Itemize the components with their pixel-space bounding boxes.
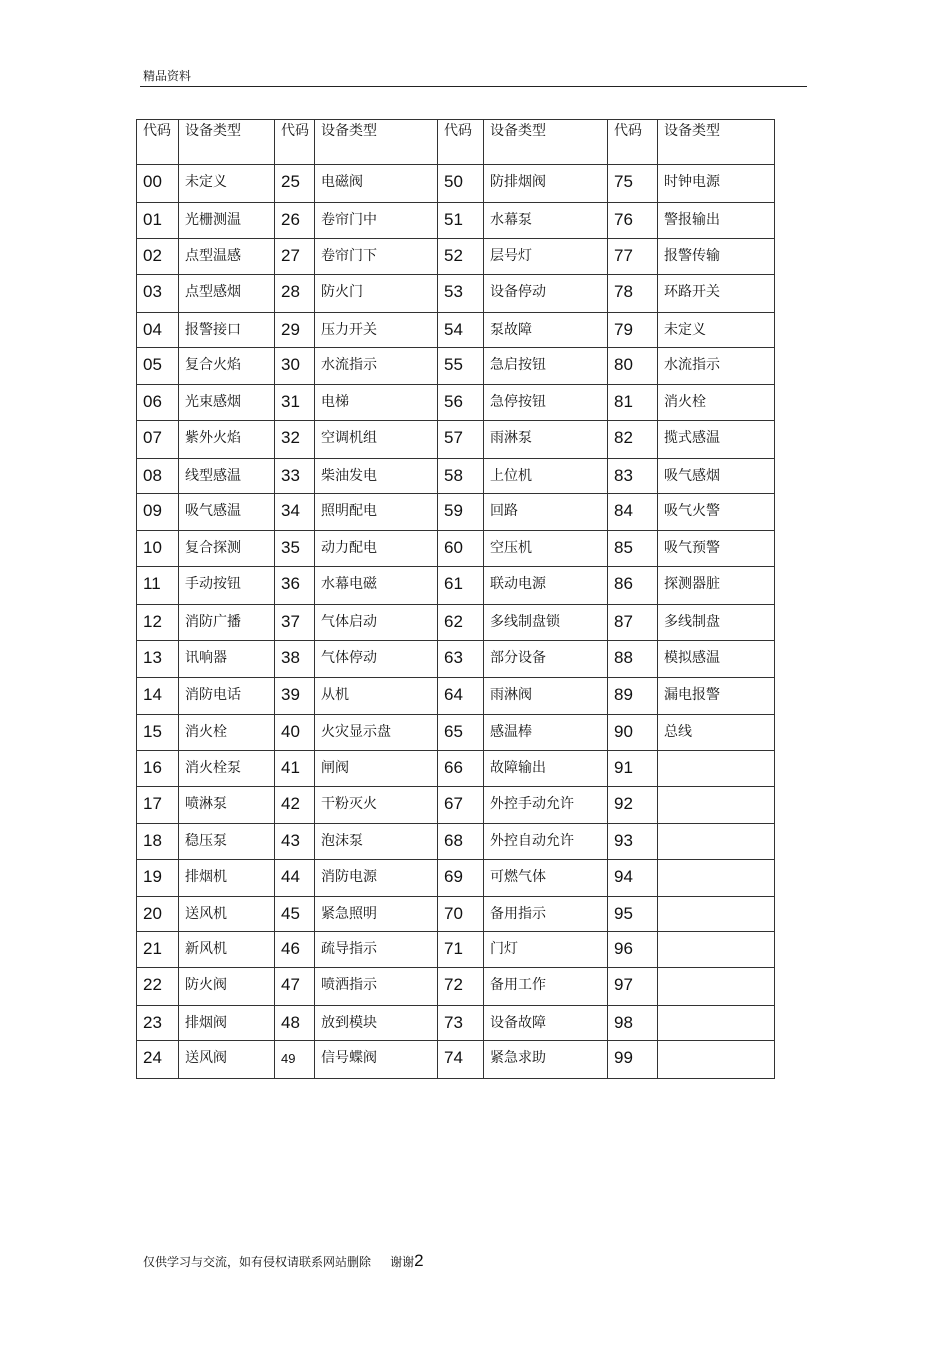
- device-type-cell: 未定义: [658, 313, 775, 348]
- code-cell: 49: [275, 1041, 315, 1079]
- device-type-cell: 疏导指示: [315, 932, 438, 968]
- table-header-row: [137, 120, 775, 165]
- table-row: [137, 239, 775, 275]
- device-type-cell: 感温棒: [484, 715, 608, 751]
- device-type-cell: 消火栓: [179, 715, 275, 751]
- device-type-cell: 备用工作: [484, 968, 608, 1006]
- device-type-cell: 喷淋泵: [179, 787, 275, 824]
- device-type-cell: [658, 860, 775, 897]
- device-type-cell: 多线制盘: [658, 605, 775, 641]
- device-type-cell: 防排烟阀: [484, 165, 608, 203]
- device-type-cell: 动力配电: [315, 531, 438, 567]
- table-row: [137, 787, 775, 824]
- device-type-cell: 设备故障: [484, 1006, 608, 1041]
- code-cell: 79: [608, 313, 658, 348]
- code-cell: 43: [275, 824, 315, 860]
- table-row: [137, 385, 775, 421]
- code-cell: 58: [438, 459, 484, 494]
- code-cell: 99: [608, 1041, 658, 1079]
- code-cell: 70: [438, 897, 484, 932]
- device-type-cell: 复合火焰: [179, 348, 275, 385]
- table-row: [137, 459, 775, 494]
- device-type-cell: 水流指示: [315, 348, 438, 385]
- code-cell: 76: [608, 203, 658, 239]
- device-type-cell: 气体启动: [315, 605, 438, 641]
- table-row: [137, 897, 775, 932]
- code-cell: 22: [137, 968, 179, 1006]
- device-type-cell: 水幕泵: [484, 203, 608, 239]
- code-cell: 07: [137, 421, 179, 459]
- code-cell: 06: [137, 385, 179, 421]
- device-type-cell: 电梯: [315, 385, 438, 421]
- device-type-cell: 放到模块: [315, 1006, 438, 1041]
- device-type-cell: 排烟机: [179, 860, 275, 897]
- device-type-cell: 时钟电源: [658, 165, 775, 203]
- device-type-cell: 空调机组: [315, 421, 438, 459]
- code-cell: 66: [438, 751, 484, 787]
- code-cell: 87: [608, 605, 658, 641]
- code-cell: 68: [438, 824, 484, 860]
- device-type-cell: 部分设备: [484, 641, 608, 678]
- table-row: [137, 567, 775, 605]
- device-type-cell: 联动电源: [484, 567, 608, 605]
- code-cell: 64: [438, 678, 484, 715]
- device-type-cell: 吸气感温: [179, 494, 275, 531]
- code-cell: 00: [137, 165, 179, 203]
- device-type-cell: 送风阀: [179, 1041, 275, 1079]
- code-cell: 44: [275, 860, 315, 897]
- code-cell: 05: [137, 348, 179, 385]
- code-cell: 98: [608, 1006, 658, 1041]
- code-cell: 56: [438, 385, 484, 421]
- device-type-cell: 紧急求助: [484, 1041, 608, 1079]
- device-type-cell: 故障输出: [484, 751, 608, 787]
- code-cell: 09: [137, 494, 179, 531]
- table-row: [137, 275, 775, 313]
- code-cell: 73: [438, 1006, 484, 1041]
- device-type-cell: 卷帘门中: [315, 203, 438, 239]
- device-type-cell: 紧急照明: [315, 897, 438, 932]
- device-type-cell: 泡沫泵: [315, 824, 438, 860]
- type-header: 设备类型: [484, 120, 608, 165]
- device-type-cell: 泵故障: [484, 313, 608, 348]
- code-cell: 85: [608, 531, 658, 567]
- code-cell: 27: [275, 239, 315, 275]
- footer-disclaimer: 仅供学习与交流，如有侵权请联系网站删除: [143, 1255, 372, 1269]
- device-type-cell: 消防电源: [315, 860, 438, 897]
- device-type-cell: 外控手动允许: [484, 787, 608, 824]
- table-row: [137, 531, 775, 567]
- code-cell: 38: [275, 641, 315, 678]
- device-type-cell: 消防广播: [179, 605, 275, 641]
- device-type-cell: 吸气火警: [658, 494, 775, 531]
- code-cell: 81: [608, 385, 658, 421]
- device-type-cell: 设备停动: [484, 275, 608, 313]
- device-type-cell: 压力开关: [315, 313, 438, 348]
- code-cell: 96: [608, 932, 658, 968]
- code-cell: 60: [438, 531, 484, 567]
- code-cell: 48: [275, 1006, 315, 1041]
- code-cell: 78: [608, 275, 658, 313]
- device-type-cell: 信号蝶阀: [315, 1041, 438, 1079]
- device-type-cell: 水流指示: [658, 348, 775, 385]
- type-header: 设备类型: [658, 120, 775, 165]
- device-type-cell: 光栅测温: [179, 203, 275, 239]
- code-cell: 28: [275, 275, 315, 313]
- table-row: [137, 348, 775, 385]
- code-header: 代码: [608, 120, 658, 165]
- device-type-cell: 吸气感烟: [658, 459, 775, 494]
- page-header: 精品资料: [143, 69, 192, 83]
- code-cell: 12: [137, 605, 179, 641]
- code-cell: 55: [438, 348, 484, 385]
- page-footer: [143, 1251, 424, 1271]
- device-type-cell: 光束感烟: [179, 385, 275, 421]
- table-row: [137, 932, 775, 968]
- device-type-cell: 层号灯: [484, 239, 608, 275]
- device-type-cell: 喷洒指示: [315, 968, 438, 1006]
- code-cell: 41: [275, 751, 315, 787]
- code-cell: 29: [275, 313, 315, 348]
- code-cell: 18: [137, 824, 179, 860]
- device-type-cell: 闸阀: [315, 751, 438, 787]
- device-type-cell: [658, 968, 775, 1006]
- device-type-cell: 雨淋泵: [484, 421, 608, 459]
- device-type-cell: 防火阀: [179, 968, 275, 1006]
- code-cell: 71: [438, 932, 484, 968]
- code-cell: 10: [137, 531, 179, 567]
- code-cell: 57: [438, 421, 484, 459]
- code-cell: 72: [438, 968, 484, 1006]
- code-cell: 75: [608, 165, 658, 203]
- device-type-cell: [658, 897, 775, 932]
- device-type-cell: 照明配电: [315, 494, 438, 531]
- code-cell: 88: [608, 641, 658, 678]
- code-header: 代码: [137, 120, 179, 165]
- device-type-cell: 吸气预警: [658, 531, 775, 567]
- device-type-cell: 点型温感: [179, 239, 275, 275]
- device-type-cell: [658, 751, 775, 787]
- code-cell: 53: [438, 275, 484, 313]
- footer-thanks: 谢谢: [390, 1255, 415, 1269]
- device-type-cell: 复合探测: [179, 531, 275, 567]
- code-cell: 95: [608, 897, 658, 932]
- device-type-cell: [658, 932, 775, 968]
- device-type-cell: 漏电报警: [658, 678, 775, 715]
- code-cell: 52: [438, 239, 484, 275]
- device-type-cell: 干粉灭火: [315, 787, 438, 824]
- device-type-cell: 报警接口: [179, 313, 275, 348]
- device-type-cell: 柴油发电: [315, 459, 438, 494]
- code-cell: 59: [438, 494, 484, 531]
- code-cell: 03: [137, 275, 179, 313]
- device-type-cell: 送风机: [179, 897, 275, 932]
- device-type-cell: 揽式感温: [658, 421, 775, 459]
- code-cell: 50: [438, 165, 484, 203]
- code-cell: 02: [137, 239, 179, 275]
- type-header: 设备类型: [179, 120, 275, 165]
- code-cell: 30: [275, 348, 315, 385]
- code-cell: 62: [438, 605, 484, 641]
- code-cell: 08: [137, 459, 179, 494]
- table-row: [137, 860, 775, 897]
- table-row: [137, 165, 775, 203]
- code-cell: 84: [608, 494, 658, 531]
- code-cell: 42: [275, 787, 315, 824]
- table-row: [137, 751, 775, 787]
- device-type-cell: 回路: [484, 494, 608, 531]
- device-type-cell: [658, 1041, 775, 1079]
- code-cell: 67: [438, 787, 484, 824]
- table-row: [137, 1006, 775, 1041]
- code-cell: 04: [137, 313, 179, 348]
- device-type-cell: 雨淋阀: [484, 678, 608, 715]
- device-type-cell: 从机: [315, 678, 438, 715]
- code-cell: 54: [438, 313, 484, 348]
- code-cell: 17: [137, 787, 179, 824]
- code-cell: 01: [137, 203, 179, 239]
- device-type-cell: 上位机: [484, 459, 608, 494]
- type-header: 设备类型: [315, 120, 438, 165]
- device-type-cell: 空压机: [484, 531, 608, 567]
- device-type-cell: [658, 787, 775, 824]
- code-cell: 51: [438, 203, 484, 239]
- device-type-cell: 消火栓: [658, 385, 775, 421]
- device-type-cell: 讯响器: [179, 641, 275, 678]
- code-cell: 90: [608, 715, 658, 751]
- table-row: [137, 605, 775, 641]
- device-type-cell: 总线: [658, 715, 775, 751]
- code-cell: 93: [608, 824, 658, 860]
- device-type-cell: [658, 824, 775, 860]
- code-cell: 86: [608, 567, 658, 605]
- device-type-cell: 急停按钮: [484, 385, 608, 421]
- code-cell: 15: [137, 715, 179, 751]
- code-cell: 33: [275, 459, 315, 494]
- code-cell: 40: [275, 715, 315, 751]
- table-row: [137, 641, 775, 678]
- code-cell: 77: [608, 239, 658, 275]
- device-type-cell: 手动按钮: [179, 567, 275, 605]
- device-type-cell: 警报输出: [658, 203, 775, 239]
- device-type-cell: 新风机: [179, 932, 275, 968]
- device-type-cell: 稳压泵: [179, 824, 275, 860]
- device-type-cell: 点型感烟: [179, 275, 275, 313]
- device-type-cell: 水幕电磁: [315, 567, 438, 605]
- device-type-cell: 急启按钮: [484, 348, 608, 385]
- table-row: [137, 313, 775, 348]
- code-cell: 32: [275, 421, 315, 459]
- table-row: [137, 715, 775, 751]
- code-cell: 34: [275, 494, 315, 531]
- table-row: [137, 968, 775, 1006]
- code-cell: 11: [137, 567, 179, 605]
- device-type-cell: 模拟感温: [658, 641, 775, 678]
- device-type-cell: 可燃气体: [484, 860, 608, 897]
- device-type-cell: 排烟阀: [179, 1006, 275, 1041]
- device-type-cell: 外控自动允许: [484, 824, 608, 860]
- code-cell: 24: [137, 1041, 179, 1079]
- code-cell: 74: [438, 1041, 484, 1079]
- code-cell: 45: [275, 897, 315, 932]
- device-type-cell: 未定义: [179, 165, 275, 203]
- code-cell: 16: [137, 751, 179, 787]
- code-cell: 69: [438, 860, 484, 897]
- table-row: [137, 1041, 775, 1079]
- device-type-cell: 卷帘门下: [315, 239, 438, 275]
- code-cell: 92: [608, 787, 658, 824]
- code-cell: 25: [275, 165, 315, 203]
- device-type-cell: 防火门: [315, 275, 438, 313]
- code-cell: 97: [608, 968, 658, 1006]
- code-cell: 21: [137, 932, 179, 968]
- device-type-cell: 报警传输: [658, 239, 775, 275]
- device-type-cell: 探测器脏: [658, 567, 775, 605]
- code-cell: 63: [438, 641, 484, 678]
- device-type-cell: 火灾显示盘: [315, 715, 438, 751]
- code-cell: 47: [275, 968, 315, 1006]
- code-cell: 23: [137, 1006, 179, 1041]
- header-divider: [140, 86, 807, 87]
- code-cell: 82: [608, 421, 658, 459]
- device-type-cell: [658, 1006, 775, 1041]
- code-cell: 19: [137, 860, 179, 897]
- device-type-cell: 紫外火焰: [179, 421, 275, 459]
- page-number: 2: [414, 1251, 424, 1270]
- code-cell: 91: [608, 751, 658, 787]
- code-cell: 14: [137, 678, 179, 715]
- code-header: 代码: [275, 120, 315, 165]
- device-type-cell: 消火栓泵: [179, 751, 275, 787]
- device-type-cell: 电磁阀: [315, 165, 438, 203]
- device-type-cell: 备用指示: [484, 897, 608, 932]
- table-row: [137, 678, 775, 715]
- device-type-cell: 消防电话: [179, 678, 275, 715]
- code-cell: 65: [438, 715, 484, 751]
- code-cell: 80: [608, 348, 658, 385]
- code-cell: 35: [275, 531, 315, 567]
- device-type-cell: 环路开关: [658, 275, 775, 313]
- device-type-cell: 多线制盘锁: [484, 605, 608, 641]
- code-cell: 26: [275, 203, 315, 239]
- device-type-cell: 线型感温: [179, 459, 275, 494]
- device-type-cell: 门灯: [484, 932, 608, 968]
- code-cell: 31: [275, 385, 315, 421]
- table-row: [137, 203, 775, 239]
- code-cell: 36: [275, 567, 315, 605]
- code-cell: 61: [438, 567, 484, 605]
- device-type-code-table: [136, 119, 775, 1079]
- code-cell: 13: [137, 641, 179, 678]
- code-cell: 46: [275, 932, 315, 968]
- table-row: [137, 824, 775, 860]
- code-cell: 20: [137, 897, 179, 932]
- code-cell: 83: [608, 459, 658, 494]
- code-cell: 94: [608, 860, 658, 897]
- code-cell: 39: [275, 678, 315, 715]
- code-header: 代码: [438, 120, 484, 165]
- code-cell: 89: [608, 678, 658, 715]
- code-cell: 37: [275, 605, 315, 641]
- table-row: [137, 421, 775, 459]
- table-row: [137, 494, 775, 531]
- device-type-cell: 气体停动: [315, 641, 438, 678]
